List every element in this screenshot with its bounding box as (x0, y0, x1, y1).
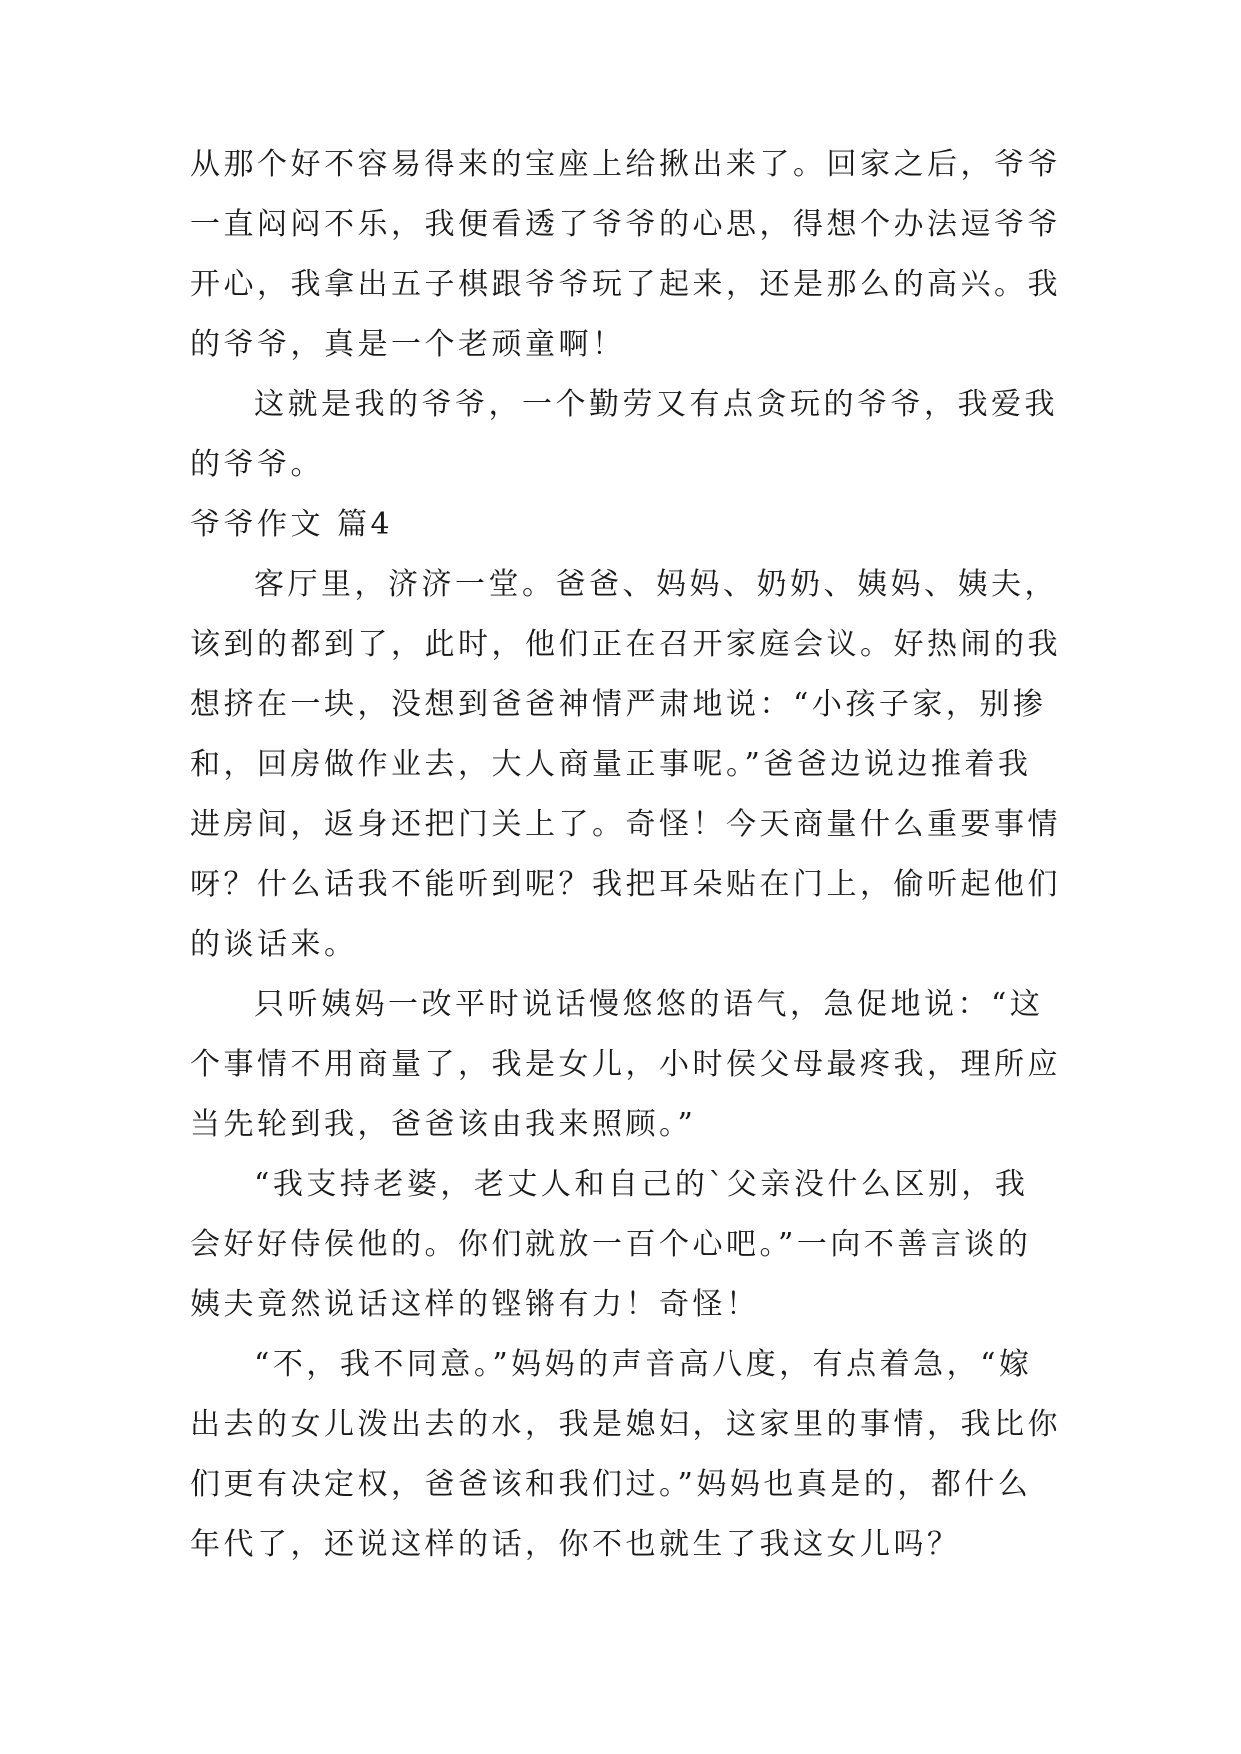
text-line: 出去的女儿泼出去的水，我是媳妇，这家里的事情，我比你 (190, 1407, 1061, 1442)
text-line: “不，我不同意。”妈妈的声音高八度，有点着急，“嫁 (254, 1347, 1033, 1382)
text-line: 只听姨妈一改平时说话慢悠悠的语气，急促地说：“这 (254, 987, 1044, 1022)
text-line: 和，回房做作业去，大人商量正事呢。”爸爸边说边推着我 (190, 747, 1032, 782)
text-line: 们更有决定权，爸爸该和我们过。”妈妈也真是的，都什么 (190, 1467, 1032, 1502)
text-line: 客厅里，济济一堂。爸爸、妈妈、奶奶、姨妈、姨夫， (254, 567, 1058, 602)
text-line: 该到的都到了，此时，他们正在召开家庭会议。好热闹的我 (190, 627, 1061, 662)
text-line: 这就是我的爷爷，一个勤劳又有点贪玩的爷爷，我爱我 (254, 387, 1058, 422)
section-heading: 爷爷作文 篇4 (190, 507, 394, 542)
text-line: 一直闷闷不乐，我便看透了爷爷的心思，得想个办法逗爷爷 (190, 207, 1061, 242)
text-line: 会好好侍侯他的。你们就放一百个心吧。”一向不善言谈的 (190, 1227, 1032, 1262)
text-line: “我支持老婆，老丈人和自己的`父亲没什么区别，我 (254, 1167, 1029, 1202)
text-line: 当先轮到我，爸爸该由我来照顾。” (190, 1107, 697, 1142)
text-line: 个事情不用商量了，我是女儿，小时侯父母最疼我，理所应 (190, 1047, 1061, 1082)
text-line: 年代了，还说这样的话，你不也就生了我这女儿吗？ (190, 1527, 961, 1562)
text-line: 呀？什么话我不能听到呢？我把耳朵贴在门上，偷听起他们 (190, 867, 1061, 902)
text-line: 从那个好不容易得来的宝座上给揪出来了。回家之后，爷爷 (190, 147, 1061, 182)
text-line: 姨夫竟然说话这样的铿锵有力！奇怪！ (190, 1287, 760, 1322)
text-line: 开心，我拿出五子棋跟爷爷玩了起来，还是那么的高兴。我 (190, 267, 1061, 302)
text-line: 的谈话来。 (190, 927, 358, 962)
text-line: 进房间，返身还把门关上了。奇怪！今天商量什么重要事情 (190, 807, 1061, 842)
text-line: 想挤在一块，没想到爸爸神情严肃地说：“小孩子家，别掺 (190, 687, 1047, 722)
text-line: 的爷爷。 (190, 447, 324, 482)
text-line: 的爷爷，真是一个老顽童啊！ (190, 327, 626, 362)
